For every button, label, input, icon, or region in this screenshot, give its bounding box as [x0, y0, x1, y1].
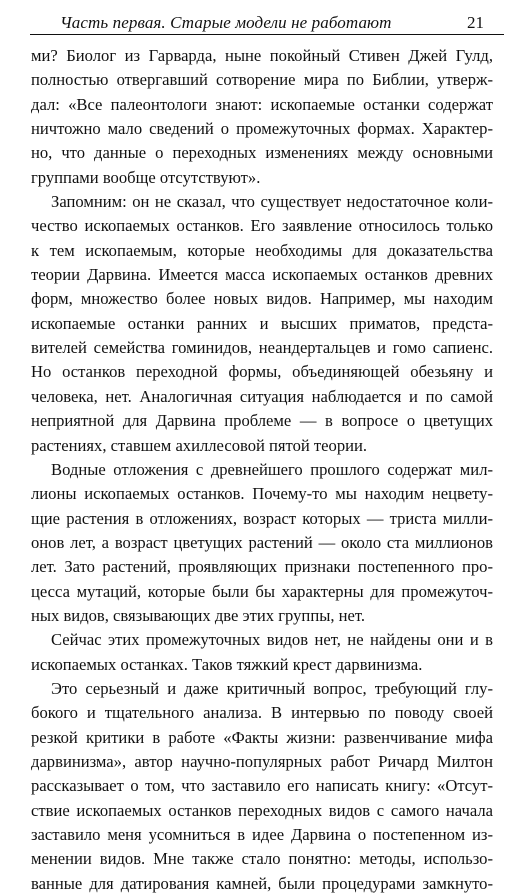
- text-line: Запомним: он не сказал, что существует недостаточное коли-: [51, 192, 493, 212]
- text-line: группами вообще отсутствуют».: [31, 167, 261, 187]
- text-line: бокого и тщательного анализа. В интервью по поводу своей: [31, 703, 493, 723]
- running-title: Часть первая. Старые модели не работают: [60, 13, 392, 32]
- text-line: Сейчас этих промежуточных видов нет, не найдены они и в: [51, 630, 493, 650]
- text-line: форм, множество более новых видов. Например, мы находим: [31, 289, 493, 309]
- text-line: ми? Биолог из Гарварда, ныне покойный Стивен Джей Гулд,: [31, 46, 493, 65]
- text-line: лионы ископаемых останков. Почему-то мы находим нецвету-: [31, 484, 493, 504]
- page-number: 21: [467, 13, 484, 32]
- text-line: щие растения в отложениях, возраст которых — триста милли-: [31, 508, 493, 528]
- paragraph: [31, 458, 493, 628]
- paragraph: [31, 190, 493, 458]
- body-text: [31, 44, 493, 896]
- text-line: человека, нет. Аналогичная ситуация наблюдается и по самой: [31, 386, 493, 406]
- text-line: ископаемых останках. Таков тяжкий крест дарвинизма.: [31, 654, 423, 674]
- text-line: Но останков переходной формы, объединяющей обезьяну и: [31, 362, 493, 382]
- text-line: менении видов. Мне также стало понятно: методы, использо-: [31, 849, 493, 869]
- text-line: Это серьезный и даже критичный вопрос, требующий глу-: [51, 678, 493, 698]
- running-head: [30, 6, 504, 35]
- text-line: вителей семейства гоминидов, неандертальцев и гомо сапиенс.: [31, 338, 493, 358]
- text-line: ванные для датирования камней, были процедурами замкнуто-: [31, 873, 493, 893]
- text-line: но, что данные о переходных изменениях между основными: [31, 143, 493, 163]
- text-line: цесса мутаций, которые были бы характерны для промежуточ-: [31, 581, 493, 601]
- text-line: Водные отложения с древнейшего прошлого содержат мил-: [51, 459, 493, 479]
- text-line: ствие ископаемых останков переходных видов с самого начала: [31, 800, 493, 820]
- text-line: ных видов, связывающих две этих группы, нет.: [31, 605, 366, 625]
- paragraph: [31, 44, 493, 190]
- text-line: ископаемые останки ранних и высших приматов, предста-: [31, 313, 493, 333]
- text-line: теории Дарвина. Имеется масса ископаемых останков древних: [31, 265, 493, 285]
- text-line: полностью отвергавший сотворение мира по Библии, утверж-: [31, 70, 493, 90]
- text-line: ничтожно мало сведений о промежуточных формах. Характер-: [31, 119, 493, 139]
- text-line: рассказывает о том, что заставило его написать книгу: «Отсут-: [31, 776, 493, 796]
- text-line: неприятной для Дарвина проблеме — в вопросе о цветущих: [31, 411, 493, 431]
- text-line: заставило меня усомниться в идее Дарвина о постепенном из-: [31, 825, 493, 844]
- paragraph: [31, 677, 493, 896]
- text-line: чество ископаемых останков. Его заявление относилось только: [31, 216, 493, 236]
- text-line: растениях, ставшем ахиллесовой пятой теории.: [31, 435, 368, 455]
- text-line: резкой критики в работе «Факты жизни: развенчивание мифа: [31, 727, 493, 747]
- text-line: дал: «Все палеонтологи знают: ископаемые останки содержат: [31, 94, 493, 114]
- text-line: к тем ископаемым, которые необходимы для доказательства: [31, 240, 493, 260]
- text-line: лет. Зато растений, проявляющих признаки постепенного про-: [31, 557, 493, 577]
- text-line: дарвинизма», автор научно-популярных работ Ричард Милтон: [31, 751, 493, 771]
- text-line: онов лет, а возраст цветущих растений — около ста миллионов: [31, 532, 493, 552]
- paragraph: [31, 628, 493, 677]
